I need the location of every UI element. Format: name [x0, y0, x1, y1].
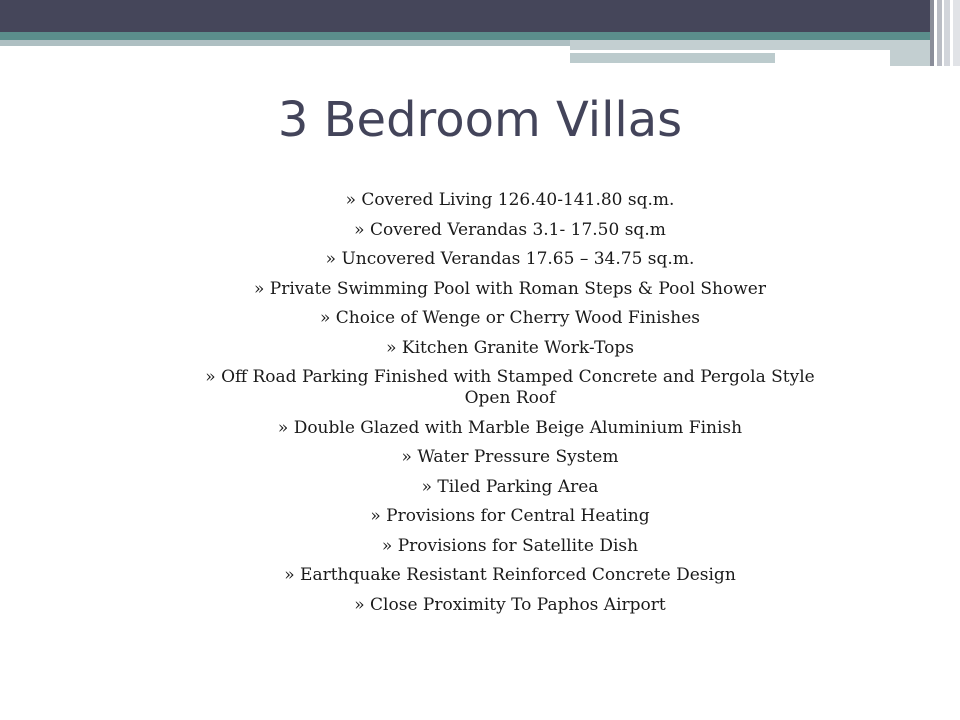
feature-item: » Off Road Parking Finished with Stamped Concrete and Pergola Style Open Roof [205, 367, 815, 408]
feature-item: » Tiled Parking Area [421, 476, 599, 497]
header-accent-stripe [0, 32, 960, 40]
feature-item: » Provisions for Central Heating [370, 506, 650, 526]
feature-item: » Private Swimming Pool with Roman Steps & Pool Shower [254, 278, 766, 299]
feature-item: » Uncovered Verandas 17.65 – 34.75 sq.m. [325, 249, 695, 269]
header-accent-stripe [570, 40, 890, 50]
feature-item: » Covered Verandas 3.1- 17.50 sq.m [354, 219, 666, 240]
feature-item: » Water Pressure System [401, 447, 619, 467]
header-accent-stripe [0, 40, 570, 46]
feature-item: » Close Proximity To Paphos Airport [354, 594, 666, 615]
header-band [0, 0, 960, 32]
feature-item: » Choice of Wenge or Cherry Wood Finishes [320, 308, 700, 328]
feature-item: » Earthquake Resistant Reinforced Concrete Design [284, 565, 736, 585]
header-accent-stripe [570, 53, 775, 63]
feature-item: » Double Glazed with Marble Beige Aluminium Finish [277, 417, 743, 438]
slide-title: 3 Bedroom Villas [277, 92, 683, 148]
feature-item: » Covered Living 126.40-141.80 sq.m. [345, 190, 675, 210]
header-accent-stripe [890, 40, 930, 66]
feature-item: » Provisions for Satellite Dish [381, 535, 639, 556]
feature-list [190, 190, 830, 624]
corner-vertical-stripes [930, 0, 960, 66]
feature-item: » Kitchen Granite Work-Tops [386, 337, 634, 358]
